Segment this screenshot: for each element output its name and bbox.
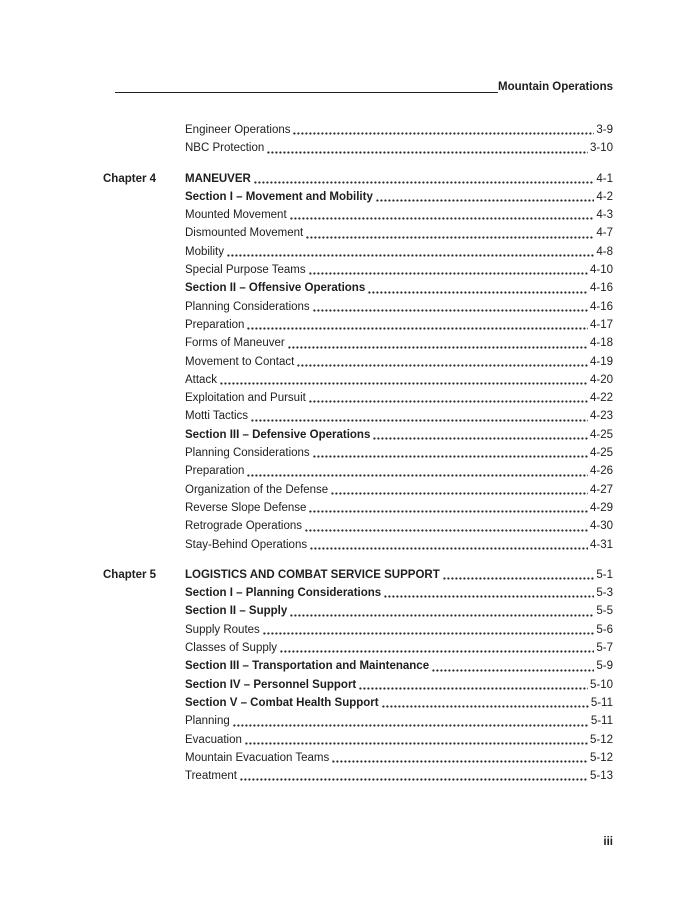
dot-leader [263, 632, 595, 635]
toc-row [185, 188, 613, 206]
dot-leader [376, 199, 595, 202]
toc-entry-title: Planning [185, 715, 230, 728]
toc-entry-page: 4-1 [596, 172, 613, 185]
dot-leader [432, 669, 594, 672]
dot-leader [233, 724, 589, 727]
dot-leader [309, 400, 588, 403]
toc-row [185, 694, 613, 712]
toc-entry-page: 4-2 [596, 190, 613, 203]
toc-entry-page: 4-25 [589, 428, 613, 441]
dot-leader [240, 778, 588, 781]
toc-row [185, 462, 613, 480]
toc-entry-page: 4-29 [589, 501, 613, 514]
dot-leader [368, 291, 588, 294]
toc [103, 121, 613, 785]
dot-leader [309, 510, 588, 513]
toc-row [185, 279, 613, 297]
dot-leader [254, 181, 595, 184]
dot-leader [247, 327, 588, 330]
toc-row [185, 407, 613, 425]
dot-leader [306, 236, 594, 239]
toc-entry-title: Section IV – Personnel Support [185, 678, 357, 691]
toc-row [185, 566, 613, 584]
toc-row [185, 767, 613, 785]
toc-row [185, 676, 613, 694]
toc-row [185, 298, 613, 316]
toc-entry-title: Section I – Planning Considerations [185, 587, 382, 600]
toc-entry-title: Preparation [185, 465, 245, 478]
toc-row [185, 712, 613, 730]
toc-entry-title: Retrograde Operations [185, 520, 302, 533]
toc-entry-page: 4-31 [589, 538, 613, 551]
toc-entry-page: 4-19 [589, 355, 613, 368]
toc-row [185, 584, 613, 602]
toc-row [185, 224, 613, 242]
page-header [115, 81, 613, 94]
toc-entry-page: 4-8 [596, 245, 613, 258]
toc-entry-title: Section II – Offensive Operations [185, 282, 366, 295]
toc-chapter-block [103, 121, 613, 158]
chapter-label: Chapter 4 [103, 172, 157, 185]
dot-leader [227, 254, 594, 257]
toc-row [185, 170, 613, 188]
toc-entry-title: Engineer Operations [185, 124, 291, 136]
toc-entry-title: Exploitation and Pursuit [185, 392, 306, 405]
toc-entry-page: 5-11 [590, 696, 613, 709]
toc-entry-page: 4-3 [596, 209, 613, 222]
toc-entry-page: 3-10 [589, 142, 613, 155]
toc-row [185, 517, 613, 535]
dot-leader [251, 419, 588, 422]
toc-row [185, 316, 613, 334]
toc-row [185, 121, 613, 139]
toc-row [185, 639, 613, 657]
dot-leader [313, 309, 588, 312]
toc-entry-page: 5-3 [596, 587, 613, 600]
toc-row [185, 621, 613, 639]
dot-leader [220, 382, 588, 385]
toc-entry-title: Evacuation [185, 733, 242, 746]
header-rule [115, 92, 498, 93]
toc-entry-title: Section V – Combat Health Support [185, 696, 379, 709]
toc-entry-page: 4-20 [589, 373, 613, 386]
toc-entry-page: 5-10 [589, 678, 613, 691]
dot-leader [305, 529, 588, 532]
dot-leader [310, 547, 588, 550]
dot-leader [293, 132, 594, 135]
toc-entry-page: 5-7 [596, 642, 613, 655]
toc-entry-title: Preparation [185, 318, 245, 331]
toc-entry-title: Attack [185, 373, 217, 386]
toc-entry-page: 5-13 [589, 770, 613, 783]
dot-leader [290, 614, 594, 617]
toc-entry-title: Planning Considerations [185, 447, 310, 460]
dot-leader [297, 364, 588, 367]
toc-row [185, 261, 613, 279]
toc-row [185, 334, 613, 352]
dot-leader [373, 437, 588, 440]
toc-entry-title: Dismounted Movement [185, 227, 304, 240]
toc-entry-page: 5-5 [596, 605, 613, 618]
toc-entry-title: Mobility [185, 245, 224, 258]
toc-entry-title: LOGISTICS AND COMBAT SERVICE SUPPORT [185, 568, 440, 581]
toc-entry-title: Reverse Slope Defense [185, 501, 307, 514]
toc-entry-page: 4-26 [589, 465, 613, 478]
toc-entry-title: Supply Routes [185, 623, 260, 636]
toc-row [185, 371, 613, 389]
toc-entry-title: Stay-Behind Operations [185, 538, 308, 551]
toc-row [185, 389, 613, 407]
toc-entry-page: 4-16 [589, 300, 613, 313]
toc-entry-title: Movement to Contact [185, 355, 295, 368]
toc-entry-page: 5-12 [589, 751, 613, 764]
toc-entry-page: 4-7 [596, 227, 613, 240]
toc-entry-page: 4-17 [589, 318, 613, 331]
toc-row [185, 536, 613, 554]
dot-leader [332, 760, 588, 763]
dot-leader [247, 474, 588, 477]
toc-entry-page: 4-18 [589, 337, 613, 350]
toc-entry-page: 4-25 [589, 447, 613, 460]
dot-leader [384, 595, 594, 598]
toc-row [185, 139, 613, 157]
toc-entry-title: Motti Tactics [185, 410, 249, 423]
toc-entry-title: Section I – Movement and Mobility [185, 190, 373, 203]
toc-row [185, 426, 613, 444]
dot-leader [313, 455, 588, 458]
toc-entry-title: Forms of Maneuver [185, 337, 285, 350]
toc-entry-page: 5-1 [596, 568, 613, 581]
toc-entries [185, 121, 613, 158]
toc-entry-title: Special Purpose Teams [185, 264, 306, 277]
toc-row [185, 206, 613, 224]
toc-entry-title: Planning Considerations [185, 300, 310, 313]
toc-entry-page: 4-22 [589, 392, 613, 405]
dot-leader [382, 705, 589, 708]
running-head-title: Mountain Operations [498, 81, 613, 93]
footer-page-number: iii [603, 836, 613, 848]
toc-entry-page: 4-27 [589, 483, 613, 496]
toc-entry-page: 4-10 [589, 264, 613, 277]
toc-entry-title: Mounted Movement [185, 209, 287, 222]
toc-row [185, 243, 613, 261]
dot-leader [443, 577, 595, 580]
toc-entry-title: Section II – Supply [185, 605, 288, 618]
dot-leader [359, 687, 588, 690]
toc-row [185, 657, 613, 675]
dot-leader [288, 346, 588, 349]
toc-entry-page: 5-6 [596, 623, 613, 636]
toc-entry-title: Classes of Supply [185, 642, 278, 655]
toc-row [185, 731, 613, 749]
dot-leader [290, 217, 595, 220]
toc-entry-title: Mountain Evacuation Teams [185, 751, 330, 764]
chapter-label [103, 121, 185, 158]
dot-leader [309, 272, 588, 275]
toc-chapter-block [103, 170, 613, 554]
toc-entry-title: MANEUVER [185, 172, 251, 185]
toc-entry-title: Section III – Defensive Operations [185, 428, 371, 441]
toc-entry-page: 4-16 [589, 282, 613, 295]
toc-row [185, 499, 613, 517]
toc-entry-title: NBC Protection [185, 142, 265, 155]
toc-row [185, 749, 613, 767]
toc-row [185, 481, 613, 499]
toc-entry-page: 5-12 [589, 733, 613, 746]
toc-entry-page: 4-30 [589, 520, 613, 533]
toc-chapter-block [103, 566, 613, 786]
toc-entry-page: 5-9 [596, 660, 613, 673]
toc-entry-title: Organization of the Defense [185, 483, 329, 496]
dot-leader [331, 492, 588, 495]
toc-entry-page: 4-23 [589, 410, 613, 423]
dot-leader [280, 650, 594, 653]
toc-row [185, 602, 613, 620]
toc-row [185, 444, 613, 462]
toc-entry-title: Section III – Transportation and Maintenance [185, 660, 430, 673]
toc-entry-page: 5-11 [590, 715, 613, 728]
toc-entry-page: 3-9 [596, 124, 613, 136]
dot-leader [245, 742, 588, 745]
toc-row [185, 353, 613, 371]
chapter-label: Chapter 5 [103, 568, 157, 581]
toc-entry-title: Treatment [185, 770, 237, 783]
dot-leader [267, 151, 588, 154]
toc-entries [185, 566, 613, 786]
toc-entries [185, 170, 613, 554]
